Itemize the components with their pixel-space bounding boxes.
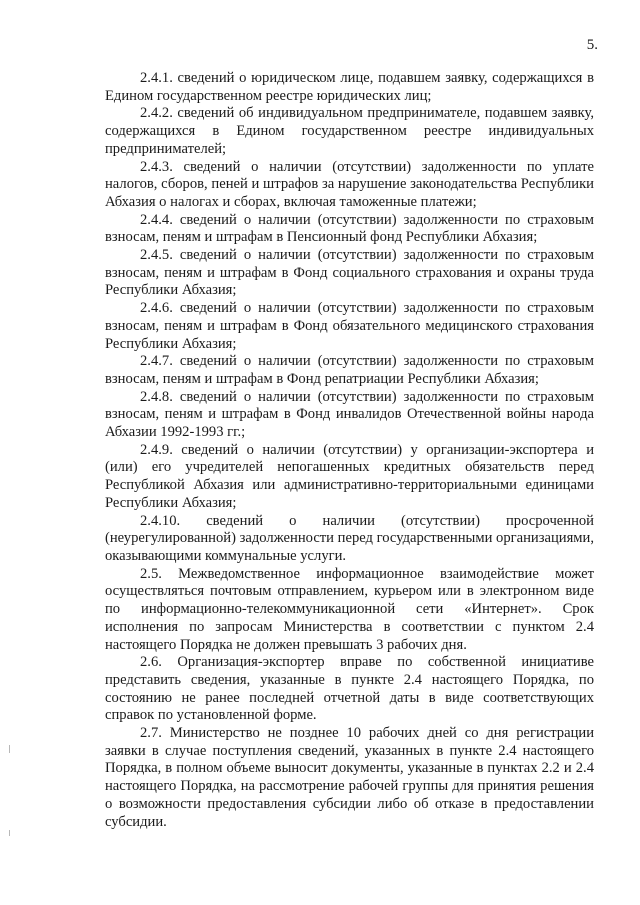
paragraph-2-4-1: 2.4.1. сведений о юридическом лице, подавшем заявку, содержащихся в Едином государственном реестре юридических лиц; [105, 70, 594, 104]
scan-artifact-mark [9, 745, 10, 753]
paragraph-2-4-10: 2.4.10. сведений о наличии (отсутствии) просроченной (неурегулированной) задолженности перед государственными организациями, оказывающими коммунальные услуги. [105, 512, 594, 564]
paragraph-2-4-6: 2.4.6. сведений о наличии (отсутствии) задолженности по страховым взносам, пеням и штрафам в Фонд обязательного медицинского страхования Республики Абхазия; [105, 300, 594, 352]
paragraph-2-4-4: 2.4.4. сведений о наличии (отсутствии) задолженности по страховым взносам, пеням и штрафам в Пенсионный фонд Республики Абхазия; [105, 211, 594, 246]
paragraph-2-4-5: 2.4.5. сведений о наличии (отсутствии) задолженности по страховым взносам, пеням и штрафам в Фонд социального страхования и охраны труда Республики Абхазия; [105, 247, 594, 299]
paragraph-2-6: 2.6. Организация-экспортер вправе по собственной инициативе представить сведения, указанные в пункте 2.4 настоящего Порядка, по состоянию не ранее последней отчетной даты в виде соответствующих справок по установленной форме. [105, 654, 594, 724]
paragraph-2-4-9: 2.4.9. сведений о наличии (отсутствии) у организации-экспортера и (или) его учредителей непогашенных кредитных обязательств перед Республикой Абхазия или административно-территориальными единицами Республики Абхазия; [105, 441, 594, 511]
paragraph-2-4-3: 2.4.3. сведений о наличии (отсутствии) задолженности по уплате налогов, сборов, пеней и штрафов за нарушение законодательства Республики Абхазия о налогах и сборах, включая таможенные платежи; [105, 158, 594, 210]
page-number: 5. [586, 37, 598, 53]
paragraph-2-4-7: 2.4.7. сведений о наличии (отсутствии) задолженности по страховым взносам, пеням и штрафам в Фонд репатриации Республики Абхазия; [105, 353, 594, 387]
scan-artifact-mark [9, 830, 10, 836]
paragraph-2-4-2: 2.4.2. сведений об индивидуальном предпринимателе, подавшем заявку, содержащихся в Едином государственном реестре индивидуальных предпринимателей; [105, 105, 594, 157]
paragraph-2-4-8: 2.4.8. сведений о наличии (отсутствии) задолженности по страховым взносам, пеням и штрафам в Фонд инвалидов Отечественной войны народа Абхазии 1992-1993 гг.; [105, 388, 594, 441]
paragraph-2-7: 2.7. Министерство не позднее 10 рабочих дней со дня регистрации заявки в случае поступления сведений, указанных в пункте 2.4 настоящего Порядка, в полном объеме выносит документы, указанные в пунктах 2.2 и 2.4 настоящего Порядка, на рассмотрение рабочей группы для принятия решения о возможности предоставления субсидии либо об отказе в предоставлении субсидии. [105, 725, 594, 830]
paragraph-2-5: 2.5. Межведомственное информационное взаимодействие может осуществляться почтовым отправлением, курьером или в электронном виде по информационно-телекоммуникационной сети «Интернет». Срок исполнения по запросам Министерства в соответствии с пунктом 2.4 настоящего Порядка не должен превышать 3 рабочих дня. [105, 565, 594, 653]
document-body [105, 70, 594, 831]
